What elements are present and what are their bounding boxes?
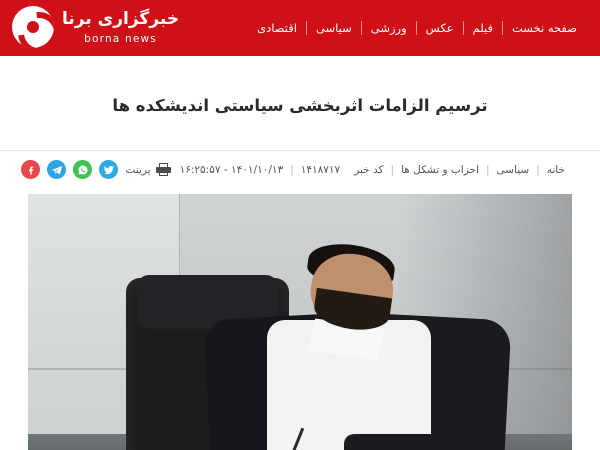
page-title: ترسیم الزامات اثربخشی سیاستی اندیشکده ها	[112, 96, 488, 116]
telegram-icon[interactable]	[47, 160, 66, 179]
breadcrumb	[173, 164, 572, 176]
breadcrumb-item-parties[interactable]: احزاب و تشکل ها	[401, 163, 479, 176]
nav-item-home[interactable]: صفحه نخست	[502, 21, 586, 35]
nav-item-photo[interactable]: عکس	[416, 21, 463, 35]
nav-item-economy[interactable]: اقتصادی	[257, 21, 297, 35]
breadcrumb-item-politics[interactable]: سیاسی	[496, 163, 530, 176]
photo-person-arm	[344, 434, 453, 450]
news-code-value: ۱۴۱۸۷۱۷	[300, 163, 341, 176]
print-button[interactable]	[125, 163, 170, 176]
breadcrumb-separator: |	[485, 163, 490, 176]
article-title-section	[0, 56, 600, 150]
article-image-section	[0, 188, 600, 450]
share-actions	[21, 160, 172, 179]
breadcrumb-separator: |	[390, 163, 395, 176]
site-header	[0, 0, 600, 56]
main-navigation	[248, 21, 586, 35]
publish-datetime: ۱۴۰۱/۱۰/۱۳ - ۱۶:۲۵:۵۷	[179, 163, 284, 176]
news-code-label: کد خبر	[354, 163, 384, 176]
nav-item-politics[interactable]: سیاسی	[306, 21, 361, 35]
breadcrumb-separator: |	[290, 163, 294, 176]
brand-text	[62, 9, 179, 46]
borna-logo-icon	[12, 6, 54, 48]
facebook-icon[interactable]	[21, 160, 40, 179]
breadcrumb-separator: |	[536, 163, 540, 176]
brand-name-en: borna news	[84, 32, 157, 45]
breadcrumb-item-home[interactable]: خانه	[546, 163, 565, 176]
article-photo	[28, 194, 572, 450]
twitter-icon[interactable]	[99, 160, 118, 179]
print-label: پرینت	[125, 163, 151, 176]
brand-name-fa: خبرگزاری برنا	[62, 8, 180, 29]
printer-icon	[156, 163, 171, 176]
site-logo[interactable]	[12, 6, 179, 48]
nav-item-sports[interactable]: ورزشی	[361, 21, 416, 35]
nav-item-video[interactable]: فیلم	[463, 21, 502, 35]
article-meta-row	[0, 151, 600, 188]
whatsapp-icon[interactable]	[73, 160, 92, 179]
